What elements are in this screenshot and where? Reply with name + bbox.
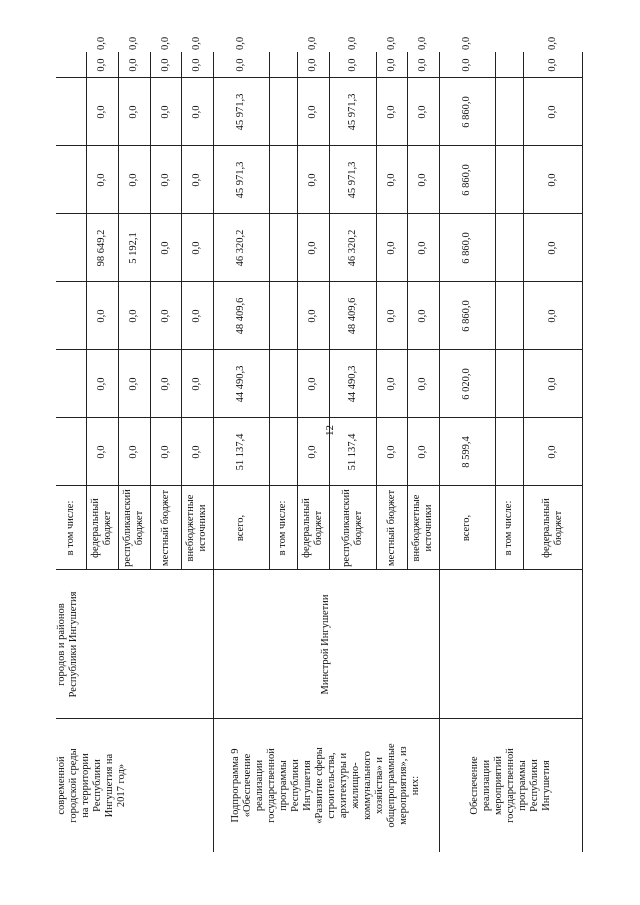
budget-value-cell (269, 282, 297, 350)
budget-value-cell: 48 409,6 (235, 297, 246, 335)
budget-value-cell: 0,0 (307, 309, 318, 323)
budget-value-cell: 0,0 (159, 173, 171, 187)
program-name-line: строительства, (326, 752, 337, 819)
budget-value-cell: 0,0 (191, 58, 202, 72)
budget-value-cell: 0,0 (385, 36, 397, 50)
executor-line: городов и районов (56, 603, 67, 686)
budget-value-cell: 0,0 (159, 445, 171, 459)
budget-value-cell: 0,0 (385, 309, 397, 323)
budget-value-cell: 0,0 (417, 58, 428, 72)
program-name-line: реализации (480, 759, 492, 812)
program-name-cell (439, 719, 582, 852)
budget-value-cell: 0,0 (128, 309, 139, 323)
budget-value-cell: 6 020,0 (461, 368, 472, 400)
executor-cell (439, 570, 582, 719)
budget-value-cell: 0,0 (546, 173, 558, 187)
budget-value-cell: 0,0 (346, 36, 358, 50)
budget-value-cell: 0,0 (191, 36, 202, 50)
budget-value-cell: 45 971,3 (235, 161, 246, 199)
budget-value-cell: 0,0 (128, 58, 139, 72)
budget-value-cell (495, 52, 523, 78)
budget-value-cell (495, 146, 523, 214)
program-name-line: Ингушетия (302, 760, 313, 811)
executor-text (320, 594, 332, 694)
budget-value-cell (56, 214, 86, 282)
program-name-line: архитектуры и (338, 752, 349, 819)
budget-value-cell: 0,0 (461, 58, 472, 72)
program-name-line: Ингушетия на (104, 753, 115, 818)
budget-value-cell: 0,0 (385, 173, 397, 187)
budget-value-cell (56, 52, 86, 78)
funding-source-label: всего, (235, 514, 246, 542)
budget-value-cell: 44 490,3 (346, 365, 358, 403)
funding-source-label: внебюджетные источники (411, 494, 434, 562)
budget-value-cell: 0,0 (191, 241, 202, 255)
executor-line: Республики Ингушетия (68, 591, 79, 698)
budget-value-cell: 0,0 (96, 377, 107, 391)
budget-value-cell: 48 409,6 (346, 297, 358, 335)
budget-value-cell: 8 599,4 (461, 436, 472, 468)
budget-value-cell: 0,0 (128, 105, 139, 119)
budget-value-cell: 0,0 (346, 58, 358, 72)
funding-source-label: федеральный бюджет (90, 498, 113, 558)
budget-value-cell (495, 350, 523, 418)
budget-value-cell: 98 649,2 (96, 229, 107, 267)
program-name-line: Республики (92, 759, 103, 812)
program-name-line: них: (410, 775, 421, 796)
program-name-line: общепрограммные (386, 743, 397, 828)
program-name-line: городской среды (68, 748, 79, 823)
program-name-line: государственной (504, 748, 516, 823)
budget-value-cell: 46 320,2 (346, 229, 358, 267)
budget-value-cell (56, 418, 86, 486)
program-name-line: «Обеспечение (242, 753, 253, 818)
budget-value-cell (56, 78, 86, 146)
program-name-line: современной (56, 756, 67, 815)
budget-value-cell: 0,0 (546, 241, 558, 255)
funding-source-label: федеральный бюджет (301, 498, 324, 558)
budget-value-cell: 0,0 (546, 36, 558, 50)
budget-value-cell: 0,0 (417, 445, 428, 459)
program-name-text (469, 748, 553, 823)
budget-value-cell: 0,0 (235, 36, 246, 50)
budget-value-cell: 0,0 (546, 58, 558, 72)
budget-value-cell: 0,0 (461, 36, 472, 50)
program-name-line: государственной (266, 748, 277, 823)
funding-source-label: федеральный бюджет (540, 498, 564, 558)
budget-value-cell: 0,0 (191, 377, 202, 391)
budget-value-cell: 0,0 (307, 445, 318, 459)
budget-value-cell (495, 418, 523, 486)
program-name-line: коммунального (362, 751, 373, 820)
budget-value-cell (495, 78, 523, 146)
budget-value-cell: 0,0 (385, 241, 397, 255)
program-name-line: хозяйства» и (374, 757, 385, 814)
budget-value-cell (56, 282, 86, 350)
budget-value-cell: 0,0 (159, 241, 171, 255)
budget-value-cell: 0,0 (385, 377, 397, 391)
budget-value-cell: 0,0 (235, 58, 246, 72)
budget-value-cell (269, 214, 297, 282)
program-name-line: Республики (528, 759, 540, 812)
budget-value-cell: 0,0 (96, 445, 107, 459)
budget-value-cell (269, 350, 297, 418)
program-name-line: жилищно- (350, 762, 361, 809)
table-row-divider (582, 52, 583, 852)
program-name-line: программы (278, 760, 289, 811)
budget-value-cell (495, 48, 523, 52)
budget-value-cell: 0,0 (128, 173, 139, 187)
budget-value-cell: 0,0 (96, 58, 107, 72)
funding-source-label: в том числе: (277, 500, 288, 556)
budget-value-cell (269, 146, 297, 214)
budget-value-cell: 6 860,0 (461, 300, 472, 332)
budget-value-cell: 0,0 (191, 309, 202, 323)
funding-source-label: местный бюджет (159, 489, 171, 567)
funding-source-label: республиканский бюджет (340, 489, 364, 567)
executor-cell (213, 570, 439, 719)
budget-value-cell (269, 52, 297, 78)
budget-value-cell: 0,0 (417, 309, 428, 323)
budget-value-cell: 0,0 (385, 58, 397, 72)
budget-value-cell: 0,0 (159, 105, 171, 119)
budget-value-cell: 0,0 (417, 173, 428, 187)
budget-value-cell (56, 350, 86, 418)
executor-text (56, 592, 80, 698)
program-name-cell (56, 719, 213, 852)
budget-value-cell: 45 971,3 (235, 93, 246, 131)
budget-value-cell: 0,0 (385, 445, 397, 459)
budget-value-cell: 0,0 (417, 241, 428, 255)
program-name-line: мероприятия», из (398, 746, 409, 825)
budget-value-cell: 0,0 (96, 105, 107, 119)
executor-cell (56, 570, 213, 719)
budget-value-cell: 45 971,3 (346, 93, 358, 131)
budget-value-cell: 5 192,1 (128, 232, 139, 264)
executor-line: Минстрой Ингушетии (320, 594, 331, 695)
program-name-line: Ингушетия (540, 760, 552, 811)
budget-value-cell: 0,0 (417, 105, 428, 119)
funding-source-label: внебюджетные источники (185, 494, 208, 562)
budget-value-cell (495, 214, 523, 282)
budget-value-cell: 0,0 (128, 377, 139, 391)
budget-value-cell: 0,0 (96, 309, 107, 323)
page-number: 12 (324, 425, 336, 436)
budget-value-cell: 0,0 (159, 58, 171, 72)
budget-value-cell: 0,0 (96, 173, 107, 187)
budget-value-cell (269, 78, 297, 146)
budget-value-cell: 0,0 (307, 105, 318, 119)
program-name-line: мероприятий (492, 756, 504, 815)
budget-value-cell: 0,0 (546, 445, 558, 459)
budget-value-cell: 0,0 (546, 377, 558, 391)
budget-value-cell: 46 320,2 (235, 229, 246, 267)
budget-value-cell: 0,0 (546, 309, 558, 323)
budget-value-cell: 0,0 (307, 377, 318, 391)
budget-value-cell: 0,0 (417, 36, 428, 50)
program-name-line: «Развитие сферы (314, 747, 325, 824)
budget-value-cell (56, 48, 86, 52)
funding-source-label: местный бюджет (385, 489, 397, 567)
budget-value-cell: 6 860,0 (461, 96, 472, 128)
program-name-line: Республики (290, 759, 301, 812)
rotated-table (56, 36, 582, 852)
budget-value-cell: 0,0 (128, 36, 139, 50)
budget-value-cell (269, 48, 297, 52)
budget-value-cell: 45 971,3 (346, 161, 358, 199)
budget-value-cell: 6 860,0 (461, 164, 472, 196)
budget-value-cell: 44 490,3 (235, 365, 246, 403)
budget-value-cell (269, 418, 297, 486)
budget-value-cell: 51 137,4 (346, 433, 358, 471)
budget-value-cell: 51 137,4 (235, 433, 246, 471)
program-name-cell (213, 719, 439, 852)
budget-value-cell: 0,0 (191, 105, 202, 119)
budget-value-cell: 0,0 (307, 36, 318, 50)
budget-value-cell: 0,0 (307, 173, 318, 187)
program-name-line: реализации (254, 759, 265, 812)
program-name-line: 2017 год» (116, 763, 127, 808)
budget-value-cell: 0,0 (159, 377, 171, 391)
budget-value-cell: 0,0 (546, 105, 558, 119)
budget-value-cell: 0,0 (191, 445, 202, 459)
program-name-line: на территории (80, 753, 91, 818)
budget-value-cell: 6 860,0 (461, 232, 472, 264)
budget-value-cell: 0,0 (159, 36, 171, 50)
budget-value-cell: 0,0 (385, 105, 397, 119)
budget-value-cell: 0,0 (128, 445, 139, 459)
funding-source-label: в том числе: (65, 500, 76, 556)
budget-value-cell: 0,0 (159, 309, 171, 323)
funding-source-label: в том числе: (503, 500, 514, 556)
program-name-text (56, 748, 128, 822)
budget-value-cell: 0,0 (96, 36, 107, 50)
budget-value-cell: 0,0 (307, 58, 318, 72)
program-name-line: программы (516, 760, 528, 811)
budget-value-cell (56, 146, 86, 214)
program-name-line: Подпрограмма 9 (230, 748, 241, 823)
budget-value-cell: 0,0 (307, 241, 318, 255)
program-name-line: Обеспечение (468, 756, 480, 815)
budget-value-cell: 0,0 (191, 173, 202, 187)
funding-source-label: всего, (461, 514, 472, 542)
program-name-text (230, 743, 422, 827)
budget-value-cell (495, 282, 523, 350)
budget-value-cell: 0,0 (417, 377, 428, 391)
funding-source-label: республиканский бюджет (122, 489, 145, 567)
